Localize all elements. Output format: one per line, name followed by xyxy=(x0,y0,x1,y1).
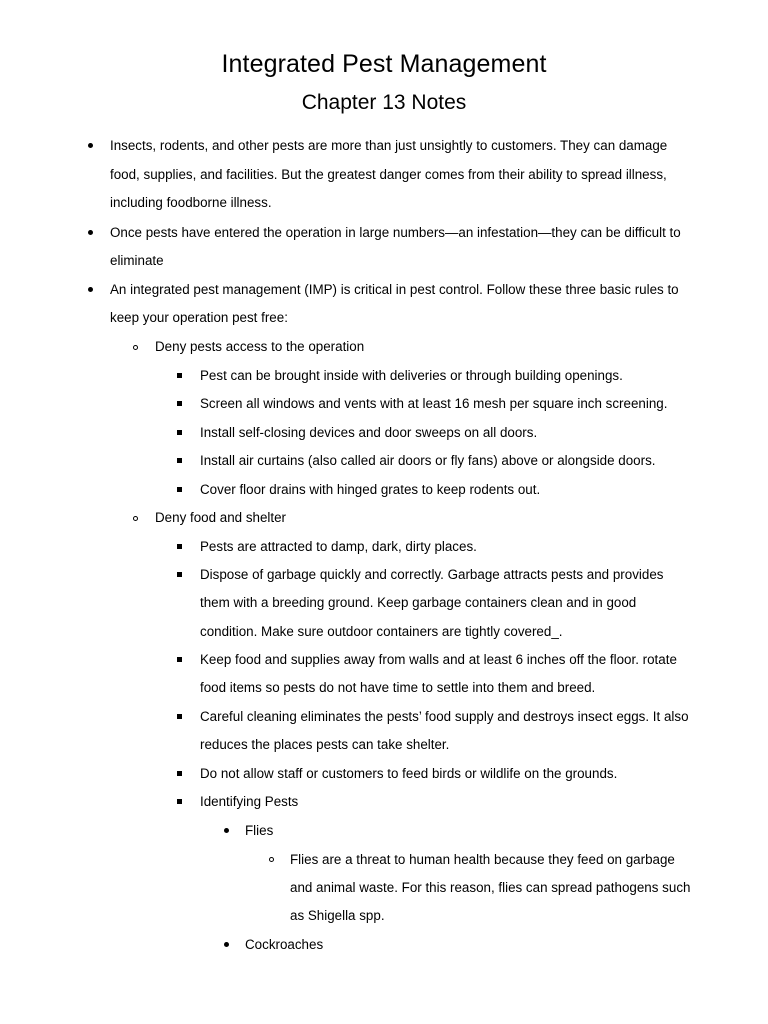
text-line: Cockroaches xyxy=(245,937,324,952)
bullet-dot xyxy=(88,230,93,235)
bullet-circle xyxy=(133,345,138,350)
bullet-circle xyxy=(133,516,138,521)
bullet-square xyxy=(177,430,182,435)
bullet-square xyxy=(177,799,182,804)
text-line: Install self-closing devices and door sweeps on all doors. xyxy=(200,425,538,440)
text-line: Screen all windows and vents with at least 16 mesh per square inch screening. xyxy=(200,396,668,411)
bullet-square xyxy=(177,487,182,492)
bullet-square xyxy=(177,401,182,406)
bullet-square xyxy=(177,458,182,463)
bullet-circle xyxy=(269,857,274,862)
text-line: them with a breeding ground. Keep garbage containers clean and in good xyxy=(200,595,637,610)
bullet-square xyxy=(177,771,182,776)
text-line: food, supplies, and facilities. But the greatest danger comes from their ability to spread illness, xyxy=(110,167,667,182)
text-line: An integrated pest management (IMP) is critical in pest control. Follow these three basic rules to xyxy=(110,282,679,297)
bullet-dot xyxy=(224,942,229,947)
bullet-dot xyxy=(88,287,93,292)
text-line: Deny pests access to the operation xyxy=(155,339,365,354)
text-line: Deny food and shelter xyxy=(155,510,287,525)
text-line: food items so pests do not have time to settle into them and breed. xyxy=(200,680,596,695)
text-line: Install air curtains (also called air doors or fly fans) above or alongside doors. xyxy=(200,453,656,468)
text-line: Flies are a threat to human health because they feed on garbage xyxy=(290,852,675,867)
text-line: Cover floor drains with hinged grates to keep rodents out. xyxy=(200,482,541,497)
text-line: and animal waste. For this reason, flies can spread pathogens such xyxy=(290,880,691,895)
text-line: as Shigella spp. xyxy=(290,908,385,923)
text-line: Identifying Pests xyxy=(200,794,299,809)
bullet-square xyxy=(177,373,182,378)
text-line: reduces the places pests can take shelter. xyxy=(200,737,450,752)
text-line: Do not allow staff or customers to feed birds or wildlife on the grounds. xyxy=(200,766,618,781)
text-line: Dispose of garbage quickly and correctly. Garbage attracts pests and provides xyxy=(200,567,664,582)
document-title: Integrated Pest Management xyxy=(221,50,547,78)
text-line: condition. Make sure outdoor containers are tightly covered_. xyxy=(200,624,563,639)
bullet-square xyxy=(177,544,182,549)
bullet-dot xyxy=(88,143,93,148)
text-line: Pest can be brought inside with deliveries or through building openings. xyxy=(200,368,623,383)
text-line: Once pests have entered the operation in large numbers—an infestation—they can be difficult to xyxy=(110,225,681,240)
document-subtitle: Chapter 13 Notes xyxy=(301,91,467,114)
text-line: Keep food and supplies away from walls and at least 6 inches off the floor. rotate xyxy=(200,652,677,667)
text-line: Flies xyxy=(245,823,274,838)
bullet-dot xyxy=(224,828,229,833)
text-line: Careful cleaning eliminates the pests’ food supply and destroys insect eggs. It also xyxy=(200,709,689,724)
text-line: Insects, rodents, and other pests are more than just unsightly to customers. They can damage xyxy=(110,138,668,153)
bullet-square xyxy=(177,714,182,719)
text-line: including foodborne illness. xyxy=(110,195,272,210)
text-line: eliminate xyxy=(110,253,164,268)
text-line: keep your operation pest free: xyxy=(110,310,288,325)
text-line: Pests are attracted to damp, dark, dirty places. xyxy=(200,539,477,554)
bullet-square xyxy=(177,572,182,577)
bullet-square xyxy=(177,657,182,662)
